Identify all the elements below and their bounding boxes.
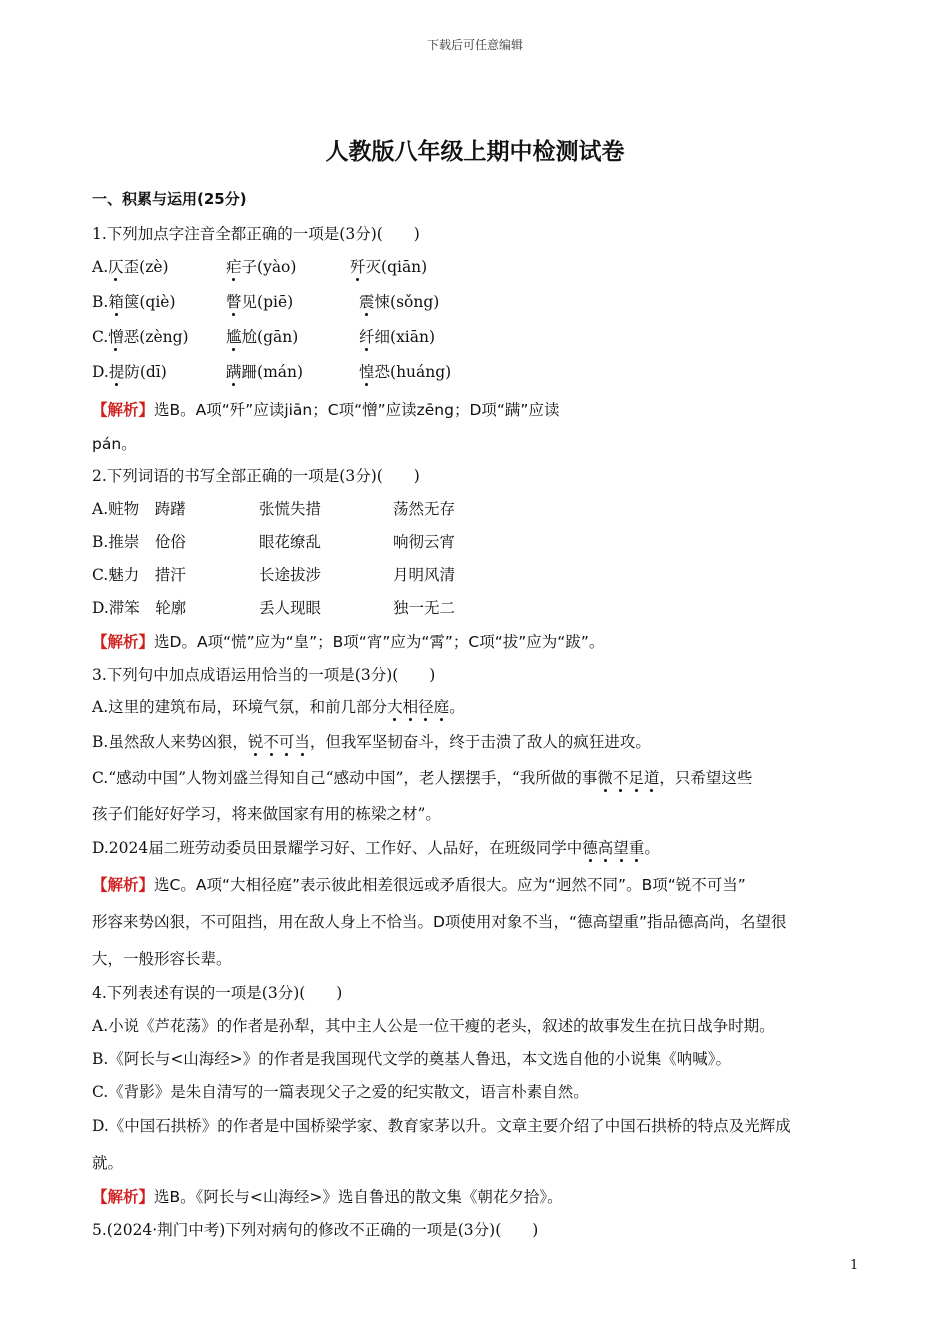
option-text: 独一无二 [393, 599, 456, 617]
q1-analysis-cont: pán。 [92, 435, 137, 453]
dotted-idiom [248, 733, 310, 751]
option-text: D.2024届二班劳动委员田景耀学习好、工作好、人品好，在班级同学中 [92, 839, 583, 857]
q4-analysis [92, 1185, 563, 1207]
dotted-char: 不 [612, 769, 629, 787]
dotted-char: 纤 [359, 328, 375, 346]
option-text: 尬(gān) [241, 328, 299, 346]
option-letter: A. [92, 258, 109, 276]
option-text: 。 [449, 698, 465, 716]
q4-stem: 4.下列表述有误的一项是(3分)( ) [92, 984, 343, 1002]
option-text: 细(xiān) [374, 328, 436, 346]
q4-option-b: B.《阿长与<山海经>》的作者是我国现代文学的奠基人鲁迅，本文选自他的小说集《呐喊》。 [92, 1050, 732, 1068]
q4-option-d-cont: 就。 [92, 1154, 124, 1172]
option-text: B.虽然敌人来势凶狠， [92, 733, 248, 751]
analysis-tag: 【解析】 [92, 633, 155, 651]
q3-option-c-cont: 孩子们能好好学习，将来做国家有用的栋梁之材”。 [92, 805, 441, 823]
dotted-char: 望 [613, 839, 629, 857]
dotted-char: 重 [628, 839, 645, 857]
option-text: 长途拔涉 [259, 566, 322, 584]
q3-analysis [92, 873, 746, 895]
option-text: A.这里的建筑布局，环境气氛，和前几部分 [92, 698, 388, 716]
option-text: 悚(sǒng) [374, 293, 440, 311]
dotted-char: 箱 [108, 293, 124, 311]
q3-option-c [92, 766, 752, 788]
option-letter: D. [92, 363, 109, 381]
dotted-char: 提 [108, 363, 125, 381]
dotted-char: 足 [628, 769, 644, 787]
dotted-char: 瞥 [226, 293, 242, 311]
option-text: 恶(zèng) [123, 328, 189, 346]
option-text: 眼花缭乱 [259, 533, 322, 551]
dotted-char: 不 [263, 733, 279, 751]
option-text: 月明风清 [393, 566, 456, 584]
dotted-char: 惶 [359, 363, 375, 381]
dotted-idiom [597, 769, 659, 787]
page-header: 下载后可任意编辑 [426, 38, 523, 52]
option-text: 跚(mán) [241, 363, 304, 381]
analysis-tag: 【解析】 [92, 401, 155, 419]
analysis-text: 选D。A项“慌”应为“皇”；B项“宵”应为“霄”；C项“拔”应为“跋”。 [154, 633, 605, 651]
q3-analysis-cont: 形容来势凶狠，不可阻挡，用在敌人身上不恰当。D项使用对象不当，“德高望重”指品德高尚，名望很 [92, 913, 787, 931]
q2-analysis [92, 630, 604, 652]
dotted-char: 道 [643, 769, 660, 787]
analysis-tag: 【解析】 [92, 876, 155, 894]
option-text: 箧(qiè) [123, 293, 176, 311]
page-title: 人教版八年级上期中检测试卷 [325, 139, 625, 165]
option-text: ，只希望这些 [659, 769, 753, 787]
option-text: ，但我军坚韧奋斗，终于击溃了敌人的疯狂进攻。 [309, 733, 651, 751]
dotted-char: 尴 [226, 328, 242, 346]
option-text: 张慌失措 [259, 500, 322, 518]
q3-option-b [92, 730, 651, 752]
q1-analysis [92, 398, 559, 420]
option-text: D.滞笨 轮廓 [92, 599, 187, 617]
page-number: 1 [850, 1258, 859, 1273]
option-text: 荡然无存 [393, 500, 456, 518]
dotted-char: 震 [359, 293, 375, 311]
option-letter: B. [92, 293, 109, 311]
dotted-char: 当 [294, 733, 310, 751]
option-text: 歪(zè) [123, 258, 169, 276]
option-text: 丢人现眼 [259, 599, 322, 617]
q1-stem: 1.下列加点字注音全都正确的一项是(3分)( ) [92, 225, 420, 243]
q3-option-a [92, 695, 465, 717]
dotted-char: 大 [387, 698, 403, 716]
dotted-char: 庭 [433, 698, 450, 716]
dotted-char: 疟 [226, 258, 242, 276]
dotted-char: 微 [597, 769, 613, 787]
option-text: A.赃物 踌躇 [92, 500, 186, 518]
q3-stem: 3.下列句中加点成语运用恰当的一项是(3分)( ) [92, 666, 436, 684]
analysis-text: 选B。《阿长与<山海经>》选自鲁迅的散文集《朝花夕拾》。 [154, 1188, 563, 1206]
option-text: 灭(qiān) [365, 258, 428, 276]
option-text: 响彻云宵 [393, 533, 456, 551]
dotted-char: 锐 [247, 733, 264, 751]
q3-option-d [92, 836, 660, 858]
option-text: 。 [644, 839, 660, 857]
dotted-char: 仄 [108, 258, 124, 276]
option-text: 子(yào) [241, 258, 297, 276]
q2-stem: 2.下列词语的书写全部正确的一项是(3分)( ) [92, 467, 420, 485]
option-text: B.推崇 伧俗 [92, 533, 186, 551]
option-text: 见(piē) [241, 293, 294, 311]
dotted-idiom [582, 839, 644, 857]
q4-option-d: D.《中国石拱桥》的作者是中国桥梁学家、教育家茅以升。文章主要介绍了中国石拱桥的特点及光辉成 [92, 1117, 791, 1135]
q5-stem: 5.(2024·荆门中考)下列对病句的修改不正确的一项是(3分)( ) [92, 1221, 539, 1239]
q4-option-a: A.小说《芦花荡》的作者是孙犁，其中主人公是一位干瘦的老头，叙述的故事发生在抗日战争时期。 [92, 1017, 775, 1035]
dotted-char: 高 [597, 839, 614, 857]
q3-analysis-cont2: 大，一般形容长辈。 [92, 950, 232, 968]
option-text: C.“感动中国”人物刘盛兰得知自己“感动中国”，老人摆摆手，“我所做的事 [92, 769, 598, 787]
option-letter: C. [92, 328, 109, 346]
dotted-char: 歼 [350, 258, 366, 276]
dotted-char: 相 [402, 698, 419, 716]
q4-option-c: C.《背影》是朱自清写的一篇表现父子之爱的纪实散文，语言朴素自然。 [92, 1083, 589, 1101]
dotted-idiom [387, 698, 449, 716]
dotted-char: 德 [582, 839, 598, 857]
analysis-text: 选B。A项“歼”应读jiān；C项“憎”应读zēng；D项“蹒”应读 [154, 401, 560, 419]
option-text: C.魅力 措汗 [92, 566, 186, 584]
dotted-char: 憎 [108, 328, 124, 346]
dotted-char: 可 [278, 733, 295, 751]
option-text: 恐(huáng) [374, 363, 452, 381]
option-text: 防(dī) [124, 363, 167, 381]
section-heading: 一、积累与运用(25分) [92, 190, 247, 208]
dotted-char: 蹒 [226, 363, 242, 381]
analysis-text: 选C。A项“大相径庭”表示彼此相差很远或矛盾很大。应为“迥然不同”。B项“锐不可当” [154, 876, 746, 894]
analysis-tag: 【解析】 [92, 1188, 155, 1206]
dotted-char: 径 [418, 698, 434, 716]
